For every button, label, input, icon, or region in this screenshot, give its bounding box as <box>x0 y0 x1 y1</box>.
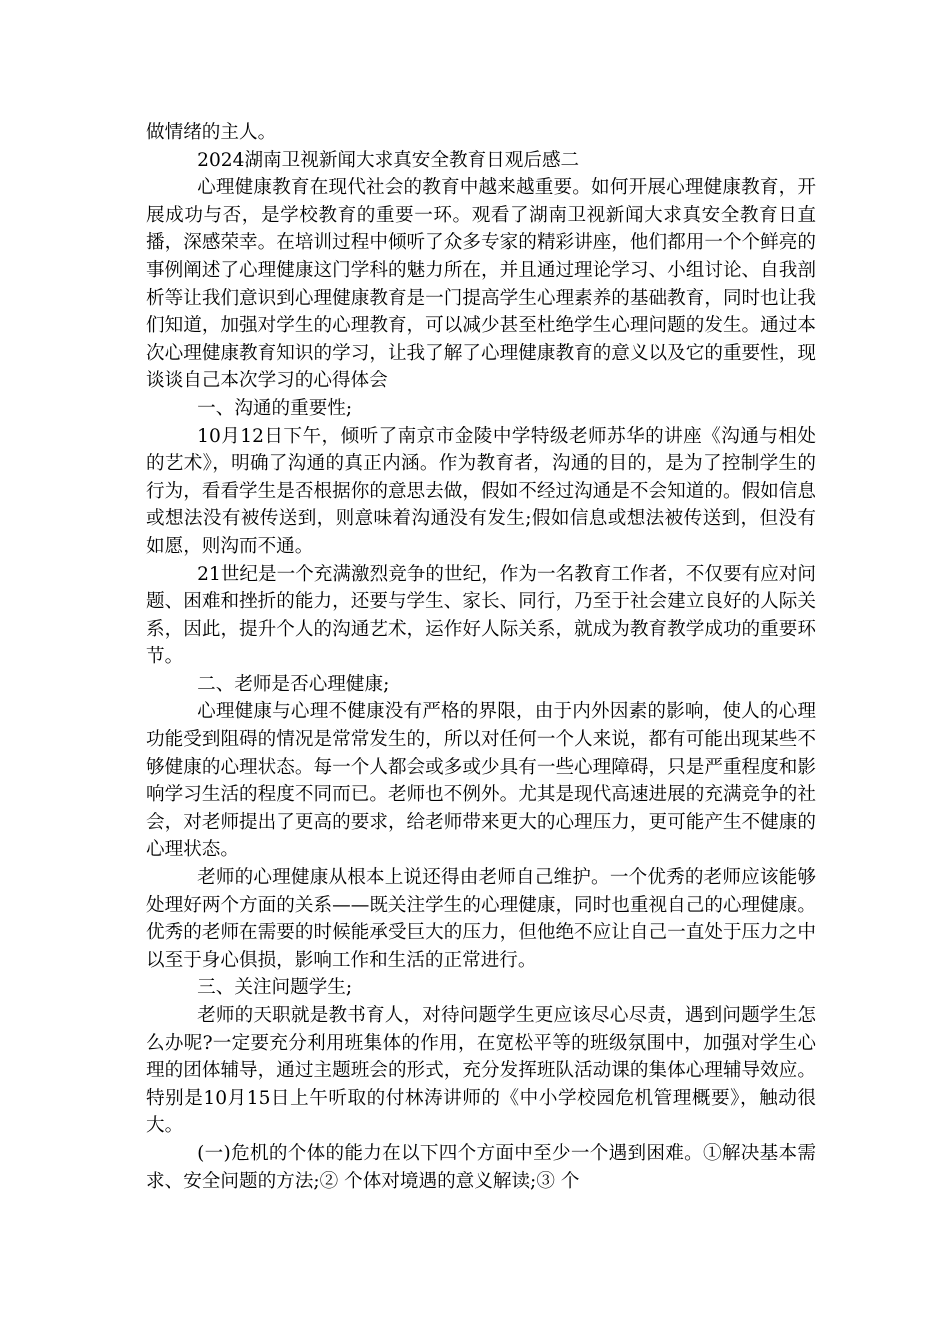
heading-problem-students: 三、关注问题学生; <box>197 977 353 999</box>
paragraph-teacher-self-maintenance: 老师的心理健康从根本上说还得由老师自己维护。一个优秀的老师应该能够处理好两个方面的关系——既关注学生的心理健康，同时也重视自己的心理健康。优秀的老师在需要的时候能承受巨大的压力，但他绝不应让自己一直处于压力之中以至于身心俱损，影响工作和生活的正常进行。 <box>146 867 816 971</box>
paragraph-communication-lecture: 10月12日下午，倾听了南京市金陵中学特级老师苏华的讲座《沟通与相处的艺术》，明确了沟通的真正内涵。作为教育者，沟通的目的，是为了控制学生的行为，看看学生是否根据你的意思去做，假如不经过沟通是不会知道的。假如信息或想法没有被传送到，则意味着沟通没有发生;假如信息或想法被传送到，但没有如愿，则沟而不通。 <box>146 425 816 557</box>
section-title: 2024湖南卫视新闻大求真安全教育日观后感二 <box>197 149 580 171</box>
paragraph-closing-line: 做情绪的主人。 <box>146 122 277 143</box>
heading-communication: 一、沟通的重要性; <box>197 397 353 419</box>
paragraph-crisis-abilities: (一)危机的个体的能力在以下四个方面中至少一个遇到困难。①解决基本需求、安全问题的方法;② 个体对境遇的意义解读;③ 个 <box>146 1142 816 1192</box>
paragraph-21st-century: 21世纪是一个充满激烈竞争的世纪，作为一名教育工作者，不仅要有应对问题、困难和挫折的能力，还要与学生、家长、同行，乃至于社会建立良好的人际关系，因此，提升个人的沟通艺术，运作好人际关系，就成为教育教学成功的重要环节。 <box>146 563 816 668</box>
document-body <box>146 119 816 1195</box>
paragraph-problem-students: 老师的天职就是教书育人，对待问题学生更应该尽心尽责，遇到问题学生怎么办呢?一定要充分利用班集体的作用，在宽松平等的班级氛围中，加强对学生心理的团体辅导，通过主题班会的形式，充分发挥班队活动课的集体心理辅导效应。特别是10月15日上午听取的付林涛讲师的《中小学校园危机管理概要》，触动很大。 <box>146 1005 816 1137</box>
paragraph-intro: 心理健康教育在现代社会的教育中越来越重要。如何开展心理健康教育，开展成功与否，是学校教育的重要一环。观看了湖南卫视新闻大求真安全教育日直播，深感荣幸。在培训过程中倾听了众多专家的精彩讲座，他们都用一个个鲜亮的事例阐述了心理健康这门学科的魅力所在，并且通过理论学习、小组讨论、自我剖析等让我们意识到心理健康教育是一门提高学生心理素养的基础教育，同时也让我们知道，加强对学生的心理教育，可以减少甚至杜绝学生心理问题的发生。通过本次心理健康教育知识的学习，让我了解了心理健康教育的意义以及它的重要性，现谈谈自己本次学习的心得体会 <box>146 177 816 392</box>
heading-teacher-mental-health: 二、老师是否心理健康; <box>197 673 390 695</box>
paragraph-mental-health-boundary: 心理健康与心理不健康没有严格的界限，由于内外因素的影响，使人的心理功能受到阻碍的情况是常常发生的，所以对任何一个人来说，都有可能出现某些不够健康的心理状态。每一个人都会或多或少具有一些心理障碍，只是严重程度和影响学习生活的程度不同而已。老师也不例外。尤其是现代高速进展的充满竞争的社会，对老师提出了更高的要求，给老师带来更大的心理压力，更可能产生不健康的心理状态。 <box>146 701 816 861</box>
